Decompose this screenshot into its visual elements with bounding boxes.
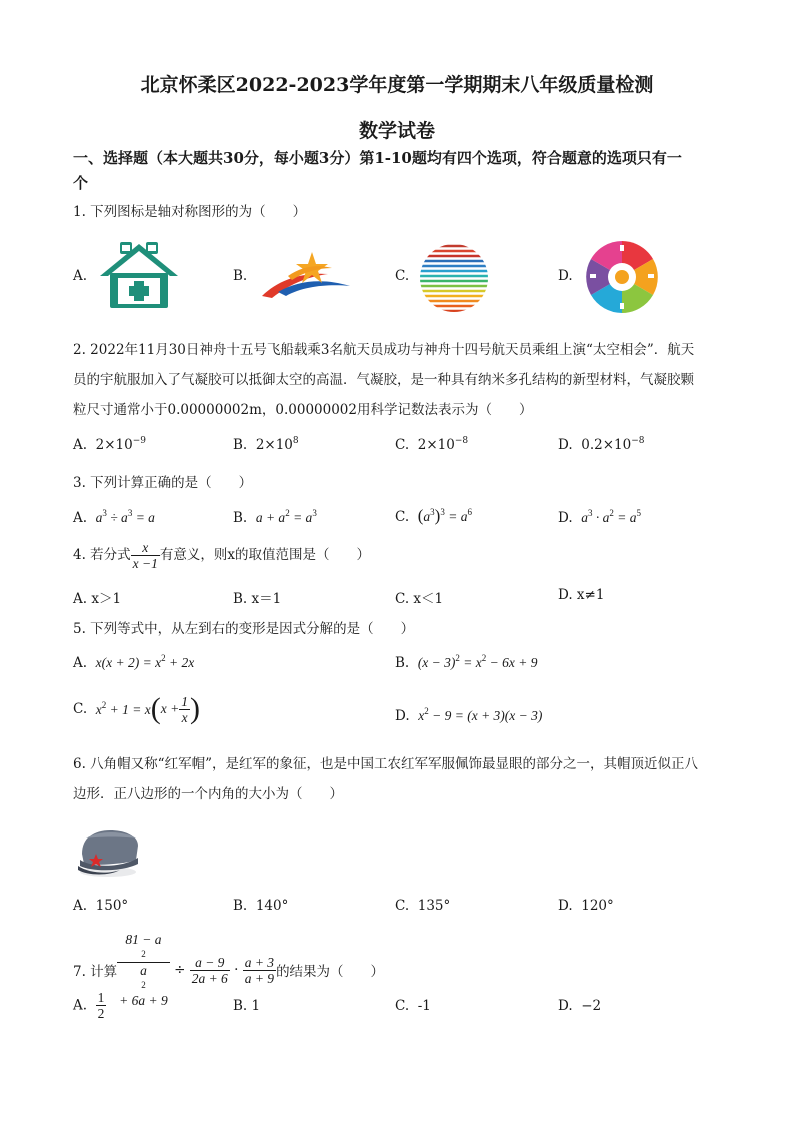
q7-option-a: A. $\frac{1}{2}$ bbox=[73, 990, 105, 1021]
page-title: 北京怀柔区2022-2023学年度第一学期期末八年级质量检测 bbox=[140, 74, 654, 96]
red-army-cap-image bbox=[76, 824, 144, 882]
question-2-line-2: 员的宇航服加入了气凝胶可以抵御太空的高温．气凝胶，是一种具有纳米多孔结构的新型材料，气凝胶颗 bbox=[73, 372, 694, 388]
question-1-stem: 1. 下列图标是轴对称图形的为（ ） bbox=[73, 204, 307, 220]
q2-option-b: B. $2\times 10^8$ bbox=[233, 436, 299, 453]
swoosh-star-logo bbox=[258, 246, 354, 306]
hospital-house-icon bbox=[98, 240, 180, 314]
q7-option-c: C. -1 bbox=[395, 998, 431, 1014]
q5-option-c: C. $x^2 + 1 = x(x$ + $\frac{1}{x}$ ) bbox=[73, 692, 200, 725]
section-heading: 一、选择题（本大题共30分，每小题3分）第1-10题均有四个选项，符合题意的选项只有一 bbox=[73, 149, 682, 167]
question-4-stem: 4. 若分式 $\frac{x}{x -1}$ 有意义，则x的取值范围是（ ） bbox=[73, 540, 371, 571]
q4-option-b: B. x＝1 bbox=[233, 591, 282, 607]
q6-option-a: A. 150° bbox=[73, 898, 129, 914]
question-2-line-3: 粒尺寸通常小于0.00000002m，0.00000002用科学记数法表示为（ ） bbox=[73, 402, 533, 418]
striped-circle-logo bbox=[418, 242, 490, 318]
q1-option-d-label: D. bbox=[558, 268, 573, 284]
q6-option-d: D. 120° bbox=[558, 898, 614, 914]
q6-option-b: B. 140° bbox=[233, 898, 289, 914]
q3-option-c: C. $(a^3)^3 = a^6$ bbox=[395, 506, 472, 525]
section-heading-continued: 个 bbox=[73, 174, 89, 192]
question-7-stem: 7. 计算 81 − a 2 a 2 + 6a + 9 ÷ $\frac{a - 9}{2a + 6}$ · $\frac{a + 3}{a + 9}$ 的结果为（ ） bbox=[73, 932, 385, 1008]
question-6-line-2: 边形．正八边形的一个内角的大小为（ ） bbox=[73, 786, 343, 802]
q2-option-d: D. $0.2\times 10^{-8}$ bbox=[558, 436, 645, 453]
q5-option-b: B. $(x - 3)^2 = x^2 - 6x + 9$ bbox=[395, 653, 538, 671]
q3-option-b: B. $a + a^2 = a^3$ bbox=[233, 508, 317, 526]
q5-option-a: A. $x(x + 2) = x^2 + 2x$ bbox=[73, 653, 195, 671]
q2-option-a: A. $2\times 10^{-9}$ bbox=[73, 436, 147, 453]
question-2-line-1: 2. 2022年11月30日神舟十五号飞船载乘3名航天员成功与神舟十四号航天员乘组上演“太空相会”．航天 bbox=[73, 342, 695, 358]
film-reel-wheel-logo bbox=[582, 238, 662, 320]
q1-option-c-label: C. bbox=[395, 268, 410, 284]
q4-option-c: C. x＜1 bbox=[395, 591, 444, 607]
question-3-stem: 3. 下列计算正确的是（ ） bbox=[73, 475, 253, 491]
q1-option-b-label: B. bbox=[233, 268, 248, 284]
question-5-stem: 5. 下列等式中，从左到右的变形是因式分解的是（ ） bbox=[73, 621, 415, 637]
q3-option-d: D. $a^3 \cdot a^2 = a^5$ bbox=[558, 508, 641, 526]
q5-option-d: D. $x^2 - 9 = (x + 3)(x - 3)$ bbox=[395, 706, 543, 724]
page-subtitle: 数学试卷 bbox=[358, 120, 435, 142]
q3-option-a: A. $a^3 \div a^3 = a$ bbox=[73, 508, 155, 526]
q7-option-b: B. 1 bbox=[233, 998, 261, 1014]
q2-option-c: C. $2\times 10^{-8}$ bbox=[395, 436, 469, 453]
q1-option-a-label: A. bbox=[73, 268, 88, 284]
q6-option-c: C. 135° bbox=[395, 898, 451, 914]
q4-option-d: D. x≠1 bbox=[558, 587, 605, 603]
question-6-line-1: 6. 八角帽又称“红军帽”，是红军的象征，也是中国工农红军军服佩饰最显眼的部分之一，其帽顶近似正八 bbox=[73, 756, 698, 772]
q4-option-a: A. x＞1 bbox=[73, 591, 122, 607]
q7-option-d: D. −2 bbox=[558, 998, 602, 1014]
